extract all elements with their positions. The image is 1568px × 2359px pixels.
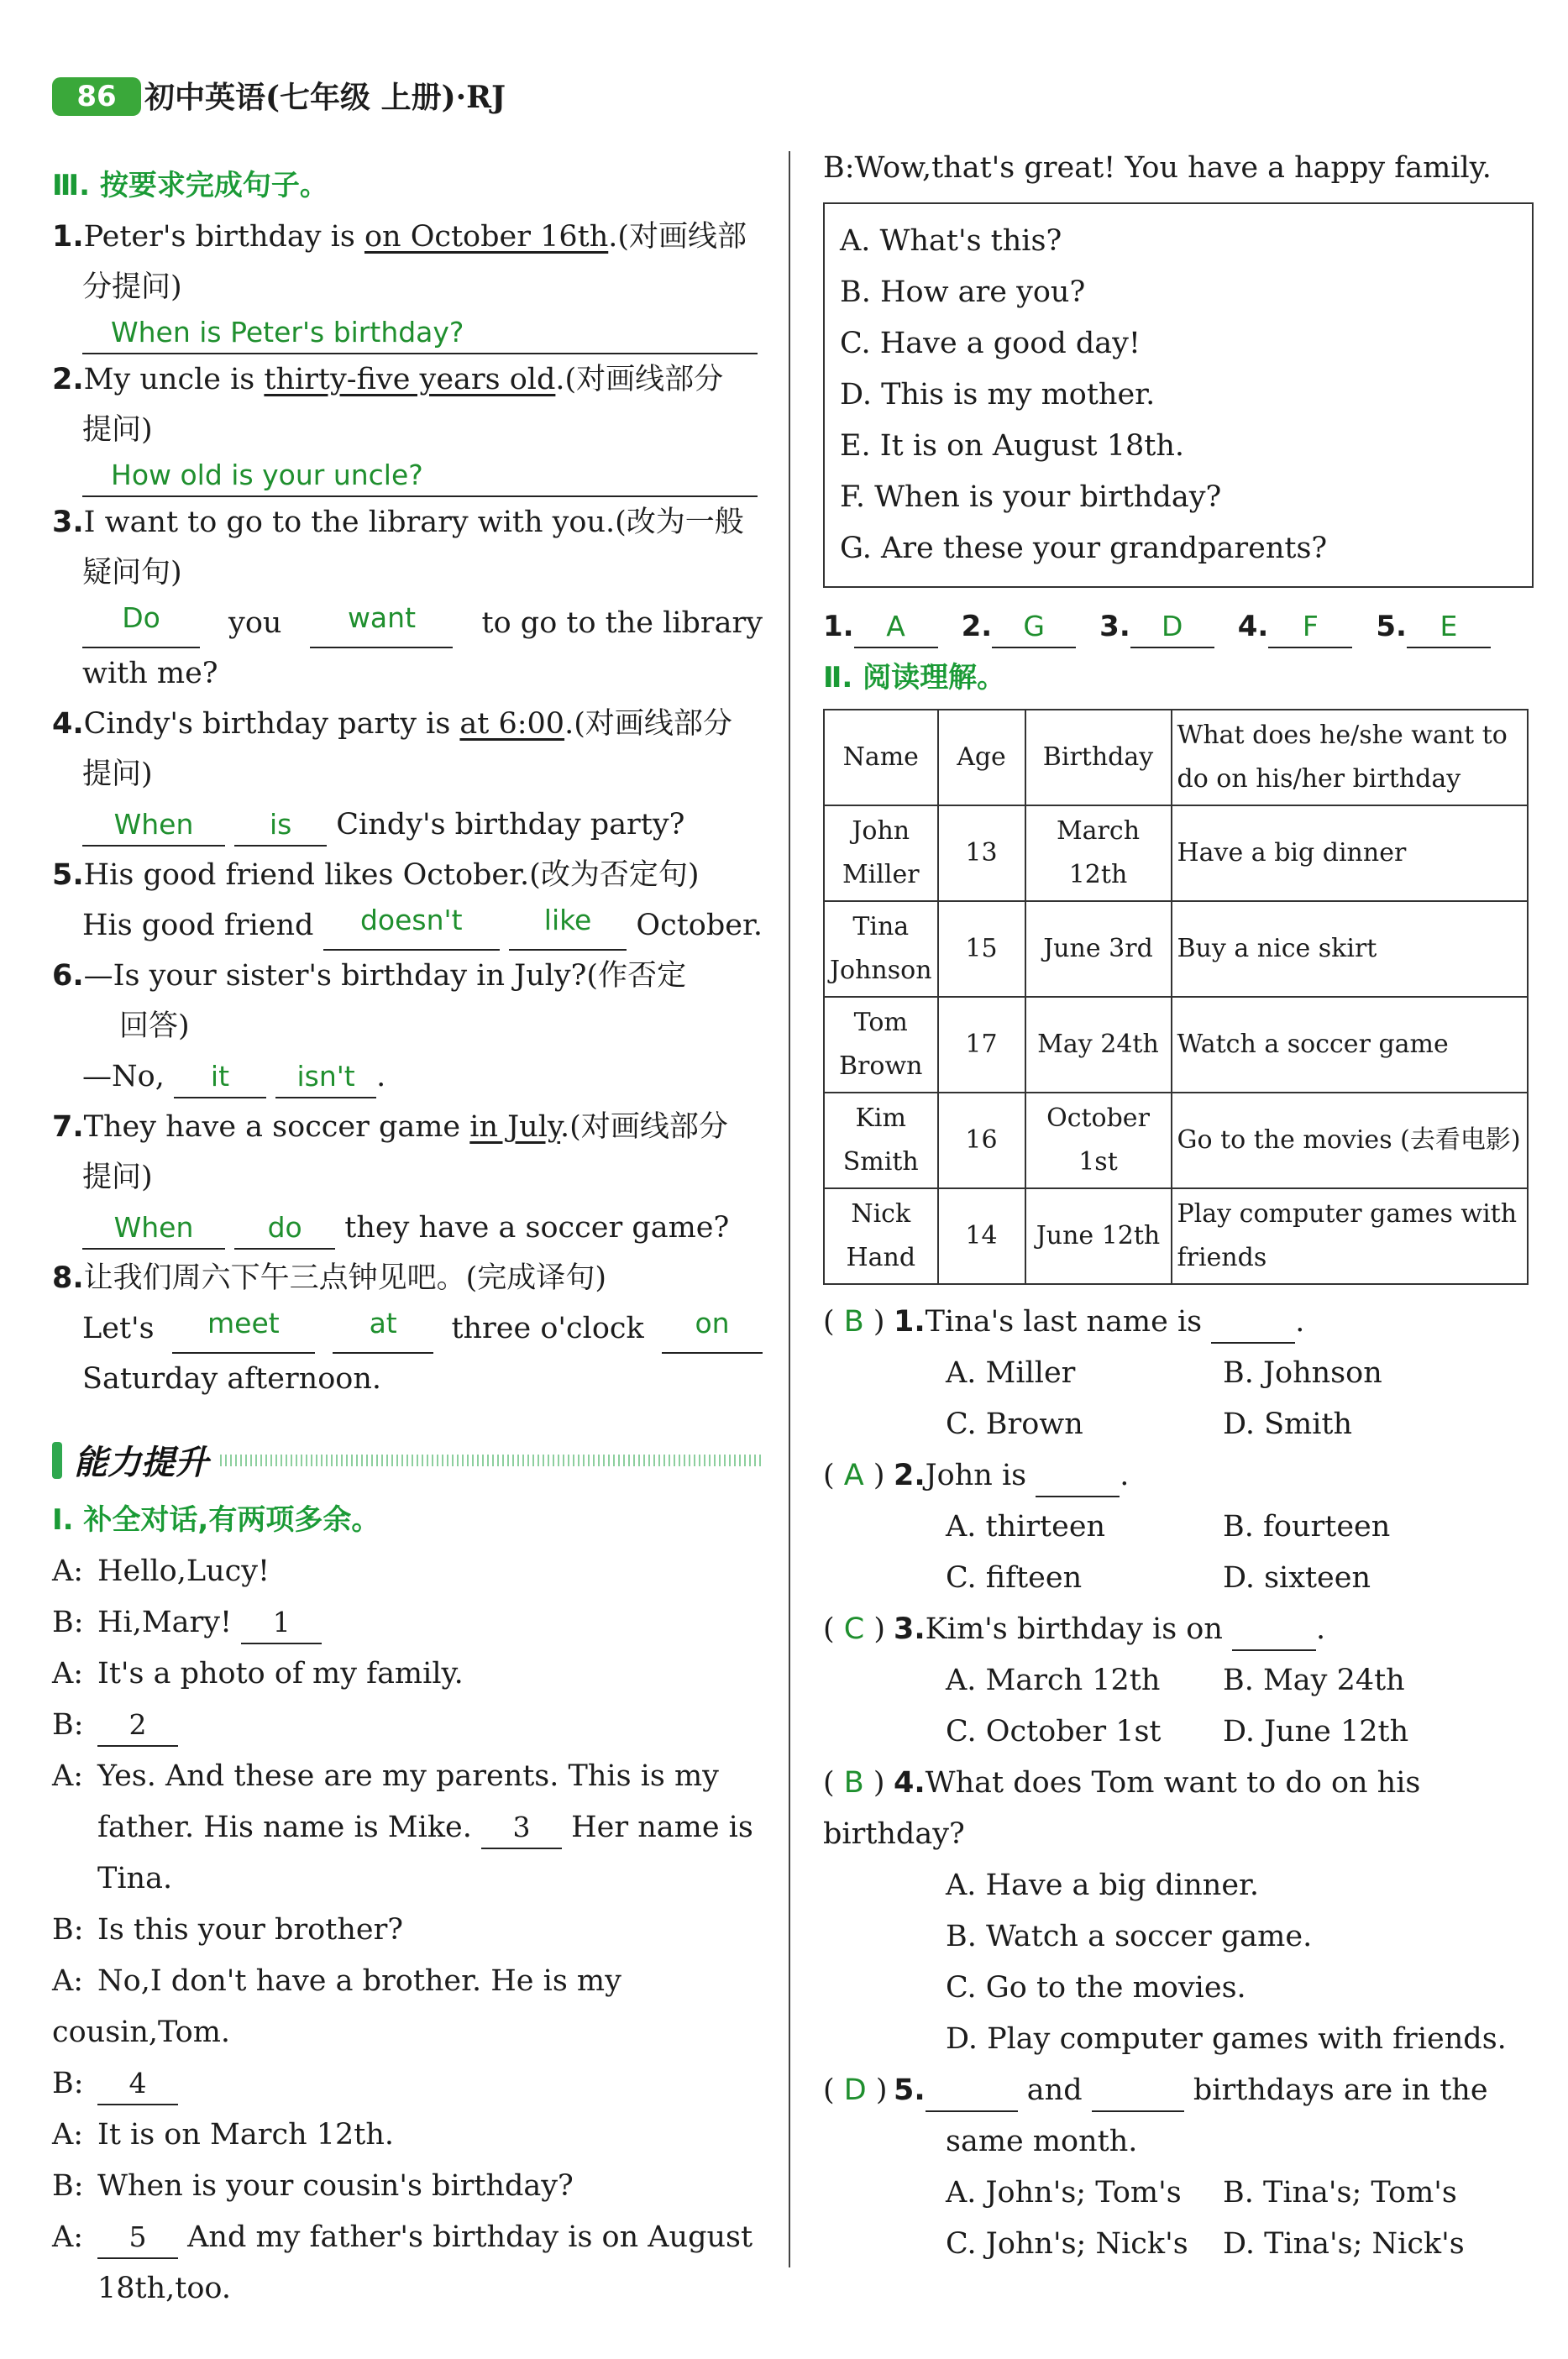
ability-banner [52, 1436, 763, 1484]
answer-paren: ( B ) [823, 1305, 885, 1339]
dialog-line [52, 2263, 763, 2314]
question-text: . [376, 1060, 386, 1093]
cell-wish: Have a big dinner [1172, 805, 1529, 901]
speaker: A: [52, 2220, 84, 2254]
answer-field[interactable]: it [174, 1056, 266, 1098]
cell-age: 16 [938, 1093, 1025, 1188]
question-number: 7. [52, 1110, 84, 1144]
option-item: A. John's; Tom's [946, 2176, 1182, 2210]
question-instruction-cont: 提问) [82, 1161, 153, 1194]
answer-number: 1. [823, 610, 854, 643]
answer-field[interactable]: A [854, 606, 938, 648]
book-title: 初中英语(七年级 上册)·RJ [144, 80, 506, 115]
answer-paren: ( D ) [823, 2073, 888, 2107]
option-row [823, 1706, 1534, 1758]
question-7 [52, 1102, 763, 1253]
option-item: D. Play computer games with friends. [946, 2022, 1507, 2056]
option-item: C. Brown [946, 1408, 1083, 1441]
question-number: 4. [894, 1766, 926, 1800]
dialog-text: It is on March 12th. [97, 2118, 395, 2152]
dialog-text: Hello,Lucy! [97, 1554, 270, 1588]
table-header-cell: Birthday [1025, 710, 1172, 805]
answer-number: 3. [1099, 610, 1130, 643]
cell-wish: Watch a soccer game [1172, 997, 1529, 1093]
answer-item [1376, 601, 1491, 652]
cell-age: 15 [938, 901, 1025, 997]
question-number: 1. [52, 220, 84, 254]
dialog-blank[interactable]: 3 [481, 1807, 562, 1849]
answer-number: 2. [961, 610, 993, 643]
dialog-line [52, 1905, 763, 1956]
question-stem: Tina's last name is [925, 1305, 1203, 1339]
cell-age: 13 [938, 805, 1025, 901]
option-row [823, 2219, 1534, 2270]
question-3 [52, 497, 763, 699]
right-column [823, 143, 1534, 2270]
answer-field[interactable]: doesn't [323, 900, 500, 951]
banner-bar [52, 1442, 62, 1479]
question-instruction: .(对画线部分 [560, 1110, 728, 1144]
mc-answer[interactable]: D [843, 2073, 867, 2107]
question-number: 3. [894, 1612, 926, 1646]
answer-field[interactable]: E [1407, 606, 1491, 648]
question-4 [52, 699, 763, 850]
dialog-text: 18th,too. [97, 2272, 231, 2305]
table-header-cell: What does he/she want to do on his/her birthday [1172, 710, 1529, 805]
option-item: A. Miller [946, 1356, 1076, 1390]
option-item: C. Go to the movies. [946, 1971, 1246, 2005]
answer-field[interactable]: is [234, 805, 327, 847]
option-item: A. What's this? [840, 224, 1062, 258]
dialog-text: Tina. [97, 1862, 173, 1895]
question-blank [1092, 2070, 1184, 2112]
options-box [823, 202, 1534, 588]
cell-birthday: May 24th [1025, 997, 1172, 1093]
table-row [824, 997, 1528, 1093]
dialog-text: father. His name is Mike. [97, 1811, 481, 1844]
question-stem: What does Tom want to do on his birthday? [823, 1766, 1421, 1851]
mc-answer[interactable]: C [843, 1612, 865, 1646]
option-item: A. March 12th [946, 1664, 1161, 1697]
question-1 [52, 212, 763, 354]
cell-name: Tom Brown [824, 997, 938, 1093]
question-text: I want to go to the library with you.(改为一般 [83, 506, 744, 539]
question-number: 3. [52, 506, 84, 539]
option-item: D. Tina's; Nick's [1223, 2227, 1465, 2261]
question-end: . [1120, 1459, 1130, 1492]
table-row [824, 901, 1528, 997]
option-item: A. thirteen [946, 1510, 1106, 1544]
option-item: C. John's; Nick's [946, 2227, 1188, 2261]
dialog-blank[interactable]: 5 [97, 2217, 178, 2259]
cell-name: Nick Hand [824, 1188, 938, 1284]
option-item: C. fifteen [946, 1561, 1083, 1595]
question-number: 8. [52, 1261, 84, 1295]
dialog-line [52, 1649, 763, 1700]
dialog-text: Hi,Mary! [97, 1606, 242, 1639]
question-number: 5. [52, 858, 84, 892]
cell-birthday: March 12th [1025, 805, 1172, 901]
question-instruction-cont: 提问) [82, 758, 153, 791]
option-row [823, 1553, 1534, 1604]
cell-name: John Miller [824, 805, 938, 901]
speaker: A: [52, 1964, 84, 1998]
answer-field[interactable]: When [82, 1208, 225, 1250]
question-instruction: .(对画线部分 [564, 707, 732, 741]
option-item: B. May 24th [1223, 1664, 1405, 1697]
speaker: A: [52, 1759, 84, 1793]
option-row [823, 1399, 1534, 1450]
speaker: B: [52, 1913, 84, 1947]
answer-field[interactable]: Do [82, 598, 200, 648]
mc-answer[interactable]: B [843, 1766, 864, 1800]
answer-field[interactable]: do [234, 1208, 335, 1250]
dialog-blank[interactable]: 2 [97, 1705, 178, 1747]
option-item: B. Watch a soccer game. [946, 1920, 1313, 1953]
speaker: B: [52, 1708, 84, 1742]
answer-field[interactable]: G [992, 606, 1076, 648]
table-header-cell: Name [824, 710, 938, 805]
option-row [823, 1502, 1534, 1553]
dialog [52, 1546, 763, 2314]
cell-age: 17 [938, 997, 1025, 1093]
page-number-badge: 86 [52, 77, 141, 116]
dialog-blank[interactable]: 1 [241, 1602, 322, 1644]
column-divider [789, 151, 790, 2267]
cell-age: 14 [938, 1188, 1025, 1284]
question-instruction-cont: 提问) [82, 413, 153, 447]
question-blank [1232, 1609, 1316, 1651]
dialog-text: Her name is [562, 1811, 753, 1844]
dialog-line [52, 2058, 763, 2110]
option-item: C. October 1st [946, 1715, 1162, 1748]
mc-question [823, 1297, 1534, 1348]
option-item: D. sixteen [1223, 1561, 1371, 1595]
question-text: —Is your sister's birthday in July?(作否定 [83, 959, 687, 993]
question-text: three o'clock [451, 1312, 644, 1345]
question-number: 2. [894, 1459, 926, 1492]
cell-name: Tina Johnson [824, 901, 938, 997]
dialog-line [52, 1546, 763, 1597]
speaker: A: [52, 2118, 84, 2152]
info-table [823, 709, 1529, 1285]
question-text: with me? [82, 657, 218, 690]
answer-item [1099, 601, 1214, 652]
dialog-line [52, 1597, 763, 1649]
question-number: 1. [894, 1305, 926, 1339]
answer-row [823, 601, 1534, 652]
question-text: Let's [82, 1312, 155, 1345]
dialog-line [52, 1751, 763, 1802]
option-item: C. Have a good day! [840, 327, 1141, 360]
question-text: My uncle is [83, 363, 265, 396]
mc-answer[interactable]: A [843, 1459, 864, 1492]
dialog-line [52, 2161, 763, 2212]
dialog-line: B:Wow,that's great! You have a happy family. [823, 151, 1492, 185]
question-stem: John is [925, 1459, 1027, 1492]
question-number: 6. [52, 959, 84, 993]
dialog-text: And my father's birthday is on August [178, 2220, 753, 2254]
answer-field[interactable]: on [662, 1303, 763, 1354]
dialog-line [52, 1853, 763, 1905]
cell-wish: Go to the movies (去看电影) [1172, 1093, 1529, 1188]
multiple-choice [823, 1297, 1534, 2270]
option-item: F. When is your birthday? [840, 480, 1222, 514]
speaker: B: [52, 2169, 84, 2203]
answer-paren: ( C ) [823, 1612, 886, 1646]
answer-field[interactable]: like [509, 900, 627, 951]
answer-field[interactable]: When [82, 805, 225, 847]
dialog-line [52, 2110, 763, 2161]
answer-paren: ( B ) [823, 1766, 885, 1800]
answer-field[interactable]: F [1268, 606, 1352, 648]
speaker: A: [52, 1554, 84, 1588]
question-instruction-cont: 分提问) [82, 270, 182, 304]
question-instruction: .(对画线部分 [555, 363, 724, 396]
question-text: —No, [82, 1060, 165, 1093]
answer-number: 4. [1237, 610, 1269, 643]
question-text: His good friend [82, 909, 314, 942]
underlined-part: in July [469, 1110, 561, 1144]
cell-birthday: June 3rd [1025, 901, 1172, 997]
question-stem: and [1017, 2073, 1092, 2107]
underlined-part: thirty-five years old [264, 363, 556, 396]
question-text: you [228, 606, 282, 640]
answer-paren: ( A ) [823, 1459, 885, 1492]
answer-field[interactable]: When is Peter's birthday? [82, 312, 758, 354]
cell-wish: Buy a nice skirt [1172, 901, 1529, 997]
table-row [824, 1188, 1528, 1284]
option-item: D. Smith [1223, 1408, 1353, 1441]
option-item: B. Tina's; Tom's [1223, 2176, 1457, 2210]
option-row [823, 1348, 1534, 1399]
question-number: 2. [52, 363, 84, 396]
option-item: B. fourteen [1223, 1510, 1391, 1544]
answer-field[interactable]: D [1130, 606, 1214, 648]
option-item: G. Are these your grandparents? [840, 532, 1328, 565]
section-3-title: Ⅲ. 按要求完成句子。 [52, 169, 328, 202]
answer-field[interactable]: How old is your uncle? [82, 455, 758, 497]
question-8 [52, 1253, 763, 1404]
option-row [823, 1655, 1534, 1706]
dialog-line [52, 1700, 763, 1751]
answer-field[interactable]: meet [172, 1303, 315, 1354]
left-column [52, 160, 763, 2314]
dialog-text: It's a photo of my family. [97, 1657, 464, 1691]
dialog-line [52, 2212, 763, 2263]
mc-answer[interactable]: B [843, 1305, 864, 1339]
mc-question [823, 1450, 1534, 1502]
dialog-line [52, 1802, 763, 1853]
question-stem: Kim's birthday is on [925, 1612, 1223, 1646]
question-instruction-cont: 回答) [119, 1009, 190, 1043]
question-text: They have a soccer game [83, 1110, 470, 1144]
answer-number: 5. [1376, 610, 1407, 643]
answer-field[interactable]: isn't [275, 1056, 376, 1098]
option-item: B. Johnson [1223, 1356, 1382, 1390]
option-row [823, 2168, 1534, 2219]
table-header-row [824, 710, 1528, 805]
section-2-title: Ⅱ. 阅读理解。 [823, 661, 1006, 695]
underlined-part: on October 16th [364, 220, 609, 254]
dialog-text: Is this your brother? [97, 1913, 404, 1947]
question-blank [1036, 1455, 1120, 1497]
question-end: . [1295, 1305, 1305, 1339]
table-row [824, 1093, 1528, 1188]
option-item: B. How are you? [840, 275, 1086, 309]
speaker: B: [52, 2067, 84, 2100]
question-text: His good friend likes October.(改为否定句) [83, 858, 700, 892]
question-end: . [1316, 1612, 1326, 1646]
dialog-blank[interactable]: 4 [97, 2063, 178, 2105]
question-text: Peter's birthday is [83, 220, 364, 254]
answer-item [823, 601, 938, 652]
cell-name: Kim Smith [824, 1093, 938, 1188]
cell-wish: Play computer games with friends [1172, 1188, 1529, 1284]
dialog-text: No,I don't have a brother. He is my cousin,Tom. [52, 1964, 621, 2049]
mc-question [823, 1604, 1534, 1655]
question-text: October. [636, 909, 763, 942]
question-stem-cont: same month. [946, 2125, 1138, 2158]
mc-question [823, 1758, 1534, 1860]
question-number: 4. [52, 707, 84, 741]
question-number: 5. [894, 2073, 926, 2107]
question-instruction-cont: 疑问句) [82, 556, 182, 590]
answer-item [1238, 601, 1353, 652]
question-instruction: .(对画线部 [608, 220, 747, 254]
option-item: D. This is my mother. [840, 378, 1156, 412]
question-2 [52, 354, 763, 497]
option-item: A. Have a big dinner. [946, 1869, 1260, 1902]
question-text: Cindy's birthday party? [336, 808, 685, 841]
cell-birthday: June 12th [1025, 1188, 1172, 1284]
dialog-text: Yes. And these are my parents. This is my [97, 1759, 719, 1793]
dialog-text: When is your cousin's birthday? [97, 2169, 574, 2203]
option-item: D. June 12th [1223, 1715, 1409, 1748]
question-blank [926, 2070, 1018, 2112]
question-text: Cindy's birthday party is [83, 707, 460, 741]
section-1-title: Ⅰ. 补全对话,有两项多余。 [52, 1503, 380, 1537]
underlined-part: at 6:00 [459, 707, 565, 741]
question-text: to go to the library [481, 606, 763, 640]
ability-label: 能力提升 [74, 1444, 208, 1482]
question-text: 让我们周六下午三点钟见吧。(完成译句) [83, 1261, 606, 1295]
answer-field[interactable]: at [333, 1303, 433, 1354]
question-stem: birthdays are in the [1183, 2073, 1488, 2107]
table-row [824, 805, 1528, 901]
question-5 [52, 850, 763, 951]
speaker: A: [52, 1657, 84, 1691]
answer-item [962, 601, 1077, 652]
question-6 [52, 951, 763, 1102]
question-blank [1211, 1302, 1295, 1344]
option-item: E. It is on August 18th. [840, 429, 1185, 463]
question-text: they have a soccer game? [344, 1211, 730, 1245]
answer-field[interactable]: want [310, 598, 453, 648]
banner-dotted-rule [220, 1455, 763, 1466]
question-text: Saturday afternoon. [82, 1362, 382, 1396]
dialog-line [52, 1956, 763, 2058]
mc-question [823, 2065, 1534, 2116]
speaker: B: [52, 1606, 84, 1639]
cell-birthday: October 1st [1025, 1093, 1172, 1188]
table-header-cell: Age [938, 710, 1025, 805]
